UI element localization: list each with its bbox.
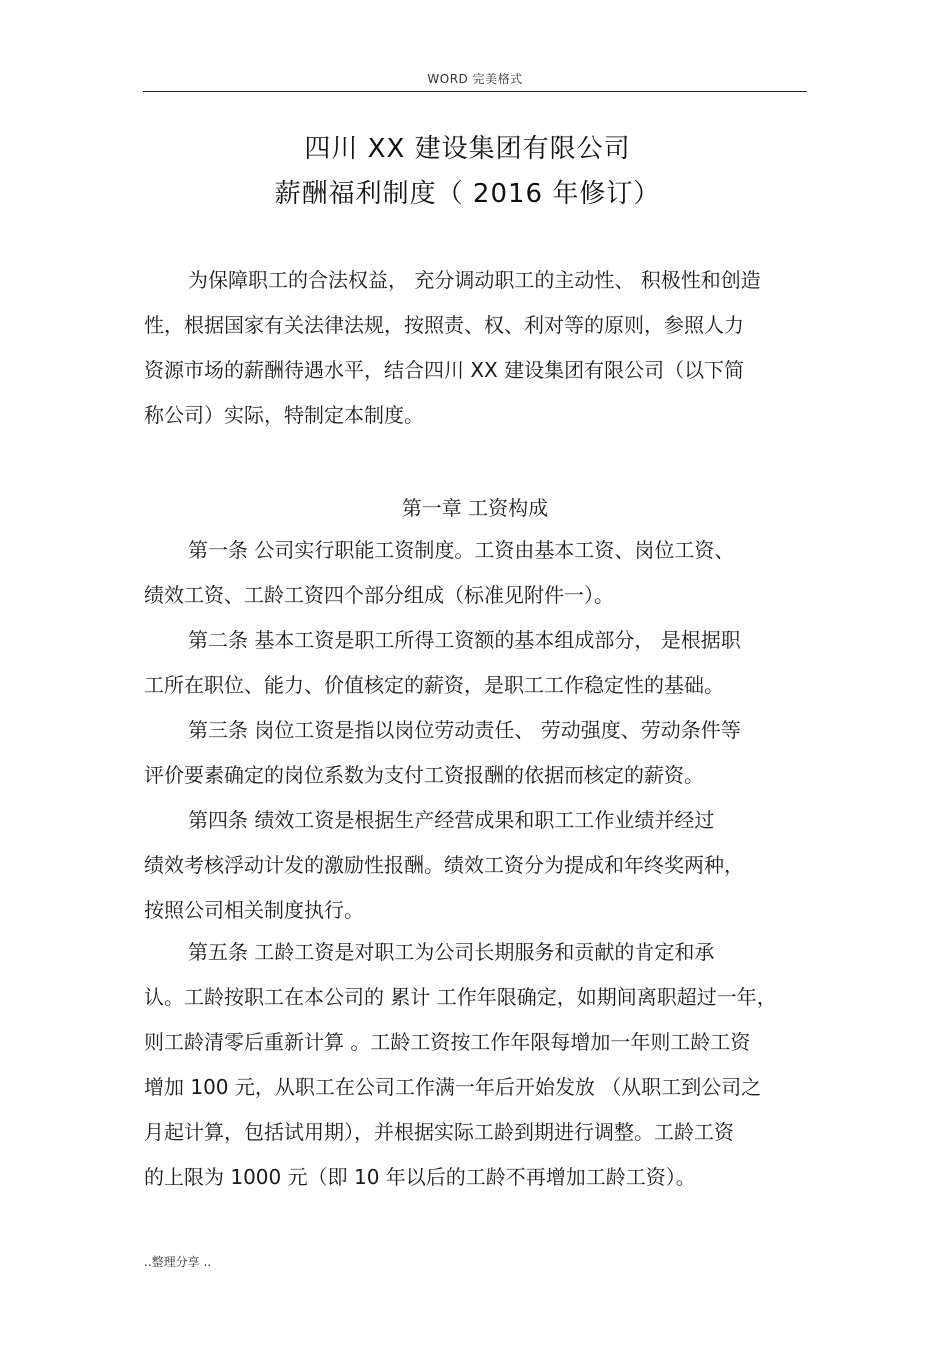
article-5-line: 的上限为 1000 元（即 10 年以后的工龄不再增加工龄工资）。 [144,1165,696,1189]
article-4-line: 第四条 绩效工资是根据生产经营成果和职工工作业绩并经过 [188,808,715,832]
document-title-policy: 薪酬福利制度（ 2016 年修订） [274,179,661,209]
page-footer: ..整理分享 .. [144,1255,212,1269]
intro-line: 为保障职工的合法权益， 充分调动职工的主动性、 积极性和创造 [188,268,761,292]
article-3-line: 评价要素确定的岗位系数为支付工资报酬的依据而核定的薪资。 [144,763,704,787]
article-1-line: 第一条 公司实行职能工资制度。工资由基本工资、岗位工资、 [188,538,735,562]
header-divider [143,91,807,92]
article-5-line: 则工龄清零后重新计算 。工龄工资按工作年限每增加一年则工龄工资 [144,1030,751,1054]
chapter-heading: 第一章 工资构成 [401,496,549,520]
article-2-line: 工所在职位、能力、价值核定的薪资，是职工工作稳定性的基础。 [144,673,724,697]
article-4-line: 绩效考核浮动计发的激励性报酬。绩效工资分为提成和年终奖两种， [144,853,744,877]
intro-line: 性，根据国家有关法律法规，按照责、权、利对等的原则，参照人力 [144,313,744,337]
article-5-line: 第五条 工龄工资是对职工为公司长期服务和贡献的肯定和承 [188,940,715,964]
article-5-line: 月起计算，包括试用期），并根据实际工龄到期进行调整。工龄工资 [144,1120,734,1144]
intro-line: 资源市场的薪酬待遇水平，结合四川 XX 建设集团有限公司（以下简 [144,358,745,382]
article-5-line: 认。工龄按职工在本公司的 累计 工作年限确定，如期间离职超过一年， [144,985,777,1009]
article-4-line: 按照公司相关制度执行。 [144,898,364,922]
page-header: WORD 完美格式 [427,72,523,86]
article-3-line: 第三条 岗位工资是指以岗位劳动责任、 劳动强度、劳动条件等 [188,718,741,742]
document-title-company: 四川 XX 建设集团有限公司 [304,134,631,164]
article-1-line: 绩效工资、工龄工资四个部分组成（标准见附件一）。 [144,583,614,607]
intro-line: 称公司）实际，特制定本制度。 [144,403,424,427]
article-5-line: 增加 100 元，从职工在公司工作满一年后开始发放 （从职工到公司之 [144,1075,762,1099]
article-2-line: 第二条 基本工资是职工所得工资额的基本组成部分， 是根据职 [188,628,741,652]
